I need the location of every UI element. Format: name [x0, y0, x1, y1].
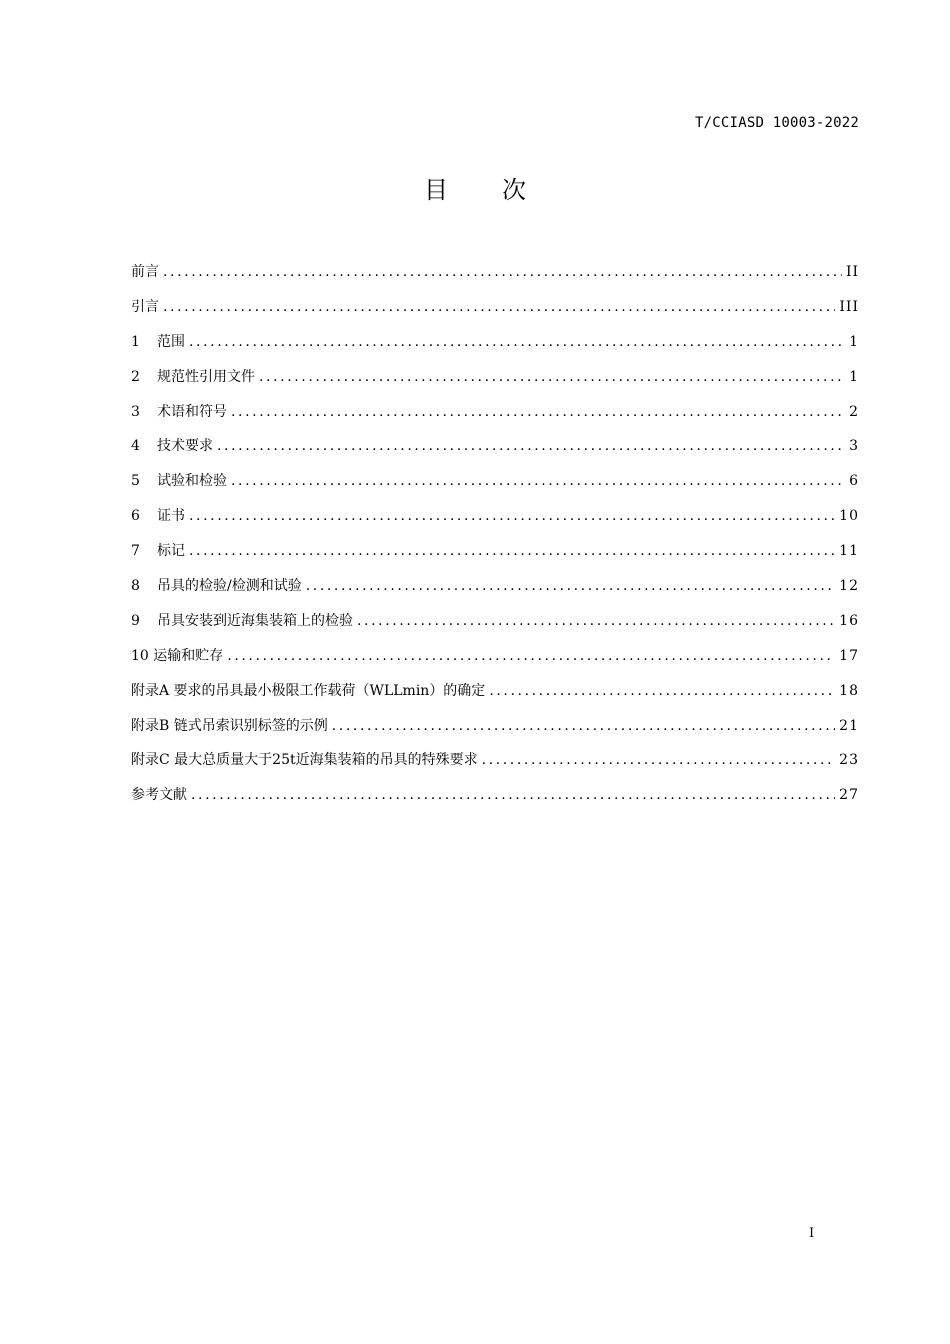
toc-entry-page: 16 [839, 612, 859, 629]
toc-entry-page: 27 [839, 787, 859, 804]
toc-leader-dots [231, 404, 845, 420]
toc-entry-label: 10 运输和贮存 [131, 647, 224, 664]
toc-entry-number: 2 [131, 368, 140, 385]
toc-entry-label: 附录C 最大总质量大于25t近海集装箱的吊具的特殊要求 [131, 752, 478, 769]
toc-entry-number: 1 [131, 333, 140, 350]
toc-entry-page: 17 [839, 647, 859, 664]
toc-entry-number: 4 [131, 438, 140, 455]
toc-leader-dots [259, 369, 845, 385]
toc-entry-label: 规范性引用文件 [157, 368, 255, 385]
standard-number: T/CCIASD 10003-2022 [695, 115, 859, 131]
toc-entry-label: 术语和符号 [157, 403, 227, 420]
toc-entry-page: 2 [849, 403, 859, 420]
toc-entry-label: 引言 [131, 298, 159, 315]
toc-entry-page: 10 [839, 508, 859, 525]
toc-entry[interactable] [131, 575, 859, 610]
toc-leader-dots [482, 752, 836, 768]
toc-entry-number: 8 [131, 578, 140, 595]
toc-entry[interactable] [131, 331, 859, 366]
toc-leader-dots [489, 683, 835, 699]
page-title: 目次 [424, 176, 580, 204]
toc-leader-dots [163, 264, 842, 280]
toc-leader-dots [357, 613, 835, 629]
toc-leader-dots [306, 578, 835, 594]
toc-entry-label: 吊具的检验/检测和试验 [157, 578, 302, 595]
toc-entry-label: 附录A 要求的吊具最小极限工作载荷（WLLmin）的确定 [131, 682, 486, 699]
toc-entry[interactable] [131, 784, 859, 819]
toc-entry-number: 3 [131, 403, 140, 420]
toc-entry-page: III [839, 298, 859, 315]
toc-entry[interactable] [131, 435, 859, 470]
toc-leader-dots [332, 718, 835, 734]
toc-entry[interactable] [131, 261, 859, 296]
toc-entry-number: 5 [131, 473, 140, 490]
toc-entry[interactable] [131, 715, 859, 750]
toc-leader-dots [189, 543, 835, 559]
toc-entry-page: 1 [849, 333, 859, 350]
toc-leader-dots [227, 648, 835, 664]
toc-leader-dots [189, 334, 845, 350]
toc-entry-page: 1 [849, 368, 859, 385]
toc-entry-page: 18 [839, 682, 859, 699]
toc-entry-label: 参考文献 [131, 787, 187, 804]
toc-entry[interactable] [131, 296, 859, 331]
toc-entry-label: 证书 [157, 508, 185, 525]
toc-entry[interactable] [131, 680, 859, 715]
toc-leader-dots [191, 787, 835, 803]
toc-entry-page: II [845, 264, 859, 280]
toc-entry[interactable] [131, 540, 859, 575]
toc-leader-dots [163, 299, 835, 315]
toc-entry-label: 前言 [131, 264, 159, 280]
toc-entry-page: 6 [849, 473, 859, 490]
toc-entry-label: 标记 [157, 543, 185, 560]
toc-entry-label: 附录B 链式吊索识别标签的示例 [131, 717, 328, 734]
toc-entry[interactable] [131, 645, 859, 680]
toc-entry-label: 试验和检验 [157, 473, 227, 490]
toc-entry-page: 11 [839, 543, 859, 560]
toc-entry-number: 7 [131, 543, 140, 560]
toc-entry-number: 9 [131, 612, 140, 629]
toc-leader-dots [231, 473, 845, 489]
toc-entry-page: 12 [839, 578, 859, 595]
toc-entry-number: 6 [131, 508, 140, 525]
toc-entry[interactable] [131, 366, 859, 401]
toc-entry-label: 吊具安装到近海集装箱上的检验 [157, 612, 353, 629]
toc-entry[interactable] [131, 610, 859, 645]
toc-entry-page: 21 [839, 717, 859, 734]
toc-entry[interactable] [131, 470, 859, 505]
toc-entry-label: 范围 [157, 333, 185, 350]
toc-leader-dots [217, 438, 845, 454]
table-of-contents [131, 261, 859, 819]
toc-entry-label: 技术要求 [157, 438, 213, 455]
toc-entry[interactable] [131, 749, 859, 784]
toc-leader-dots [189, 508, 835, 524]
toc-entry-page: 3 [849, 438, 859, 455]
toc-entry[interactable] [131, 401, 859, 436]
page-number: I [809, 1226, 815, 1241]
toc-entry[interactable] [131, 505, 859, 540]
toc-entry-page: 23 [839, 752, 859, 769]
